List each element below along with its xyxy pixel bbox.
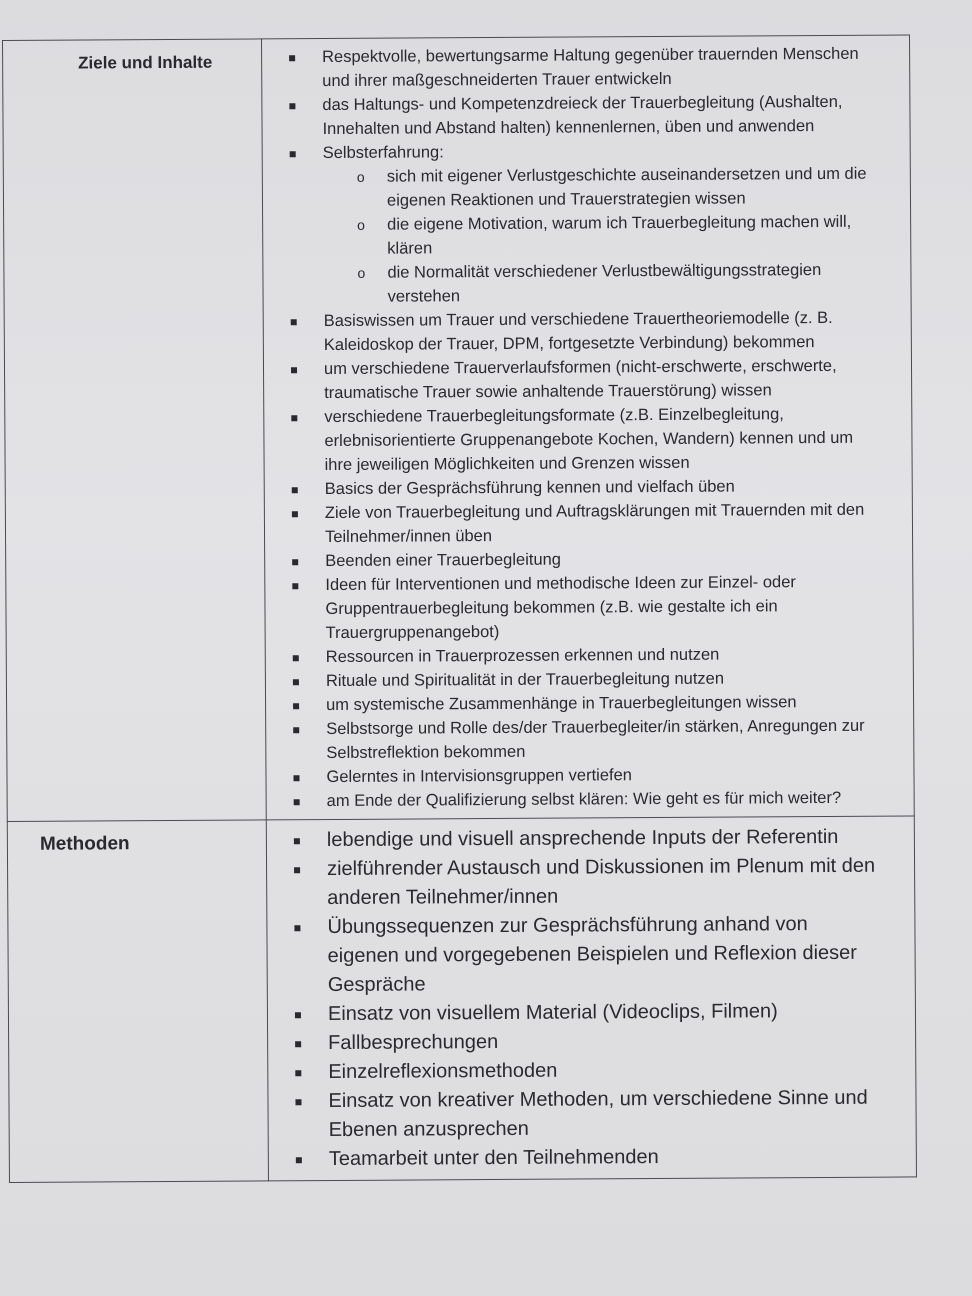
sub-list: [323, 162, 881, 309]
methods-list: [287, 823, 886, 1175]
row-label-goals: Ziele und Inhalte: [3, 39, 267, 822]
list-item: Teamarbeit unter den Teilnehmenden: [289, 1142, 886, 1175]
sub-list-item: o die eigene Motivation, warum ich Trauerbegleitung machen will, klären: [347, 210, 880, 261]
list-item: um verschiedene Trauerverlaufsformen (nicht-erschwerte, erschwerte, traumatische Trauer sowie anhaltende Trauerstörung) wissen: [284, 354, 881, 406]
list-item: Ziele von Trauerbegleitung und Auftragsklärungen mit Trauernden mit den Teilnehmer/innen üben: [285, 498, 882, 550]
list-item: Beenden einer Trauerbegleitung: [285, 546, 882, 574]
list-item: Übungssequenzen zur Gesprächsführung anhand von eigenen und vorgegebenen Beispielen und Reflexion dieser Gespräche: [287, 910, 885, 1001]
list-item: Ressourcen in Trauerprozessen erkennen und nutzen: [286, 642, 883, 670]
row-content-methods: [266, 816, 916, 1181]
list-item: Rituale und Spiritualität in der Trauerbegleitung nutzen: [286, 666, 883, 694]
goals-list: [282, 42, 884, 814]
row-label-methods: Methoden: [7, 820, 268, 1183]
list-item: Respektvolle, bewertungsarme Haltung gegenüber trauernden Menschen und ihrer maßgeschneiderten Trauer entwickeln: [282, 42, 879, 94]
list-item: [283, 138, 881, 310]
list-item-text: Selbsterfahrung:: [322, 143, 444, 163]
list-item: am Ende der Qualifizierung selbst klären: Wie geht es für mich weiter?: [287, 786, 884, 814]
list-item: zielführender Austausch und Diskussionen im Plenum mit den anderen Teilnehmer/innen: [287, 852, 884, 914]
sub-list-item: o die Normalität verschiedener Verlustbewältigungsstrategien verstehen: [347, 258, 880, 309]
list-item: Basics der Gesprächsführung kennen und vielfach üben: [285, 474, 882, 502]
list-item: Fallbesprechungen: [288, 1026, 885, 1059]
list-item: um systemische Zusammenhänge in Trauerbegleitungen wissen: [286, 690, 883, 718]
list-item: Gelerntes in Intervisionsgruppen vertiefen: [286, 762, 883, 790]
list-item: Ideen für Interventionen und methodische Ideen zur Einzel- oder Gruppentrauerbegleitung bekommen (z.B. wie gestalte ich ein Trauergruppenangebot): [285, 570, 882, 646]
table-row-methods: [7, 816, 916, 1183]
curriculum-table: [2, 34, 917, 1183]
sub-list-item: o sich mit eigener Verlustgeschichte auseinandersetzen und um die eigenen Reaktionen und Trauerstrategien wissen: [347, 162, 880, 213]
row-content-goals: [261, 35, 914, 820]
list-item: Einzelreflexionsmethoden: [288, 1055, 885, 1088]
list-item: Basiswissen um Trauer und verschiedene Trauertheoriemodelle (z. B. Kaleidoskop der Trauer, DPM, fortgesetzte Verbindung) bekommen: [284, 306, 881, 358]
list-item: Einsatz von visuellem Material (Videoclips, Filmen): [288, 997, 885, 1030]
list-item: verschiedene Trauerbegleitungsformate (z.B. Einzelbegleitung, erlebnisorientierte Gruppenangebote Kochen, Wandern) kennen und um ihre jeweiligen Möglichkeiten und Grenzen wissen: [284, 402, 881, 478]
list-item: das Haltungs- und Kompetenzdreieck der Trauerbegleitung (Aushalten, Innehalten und Abstand halten) kennenlernen, üben und anwenden: [282, 90, 879, 142]
list-item: lebendige und visuell ansprechende Inputs der Referentin: [287, 823, 884, 856]
table-row-goals: [3, 35, 915, 822]
list-item: Selbstsorge und Rolle des/der Trauerbegleiter/in stärken, Anregungen zur Selbstreflektion bekommen: [286, 714, 883, 766]
list-item: Einsatz von kreativer Methoden, um verschiedene Sinne und Ebenen anzusprechen: [288, 1084, 885, 1146]
